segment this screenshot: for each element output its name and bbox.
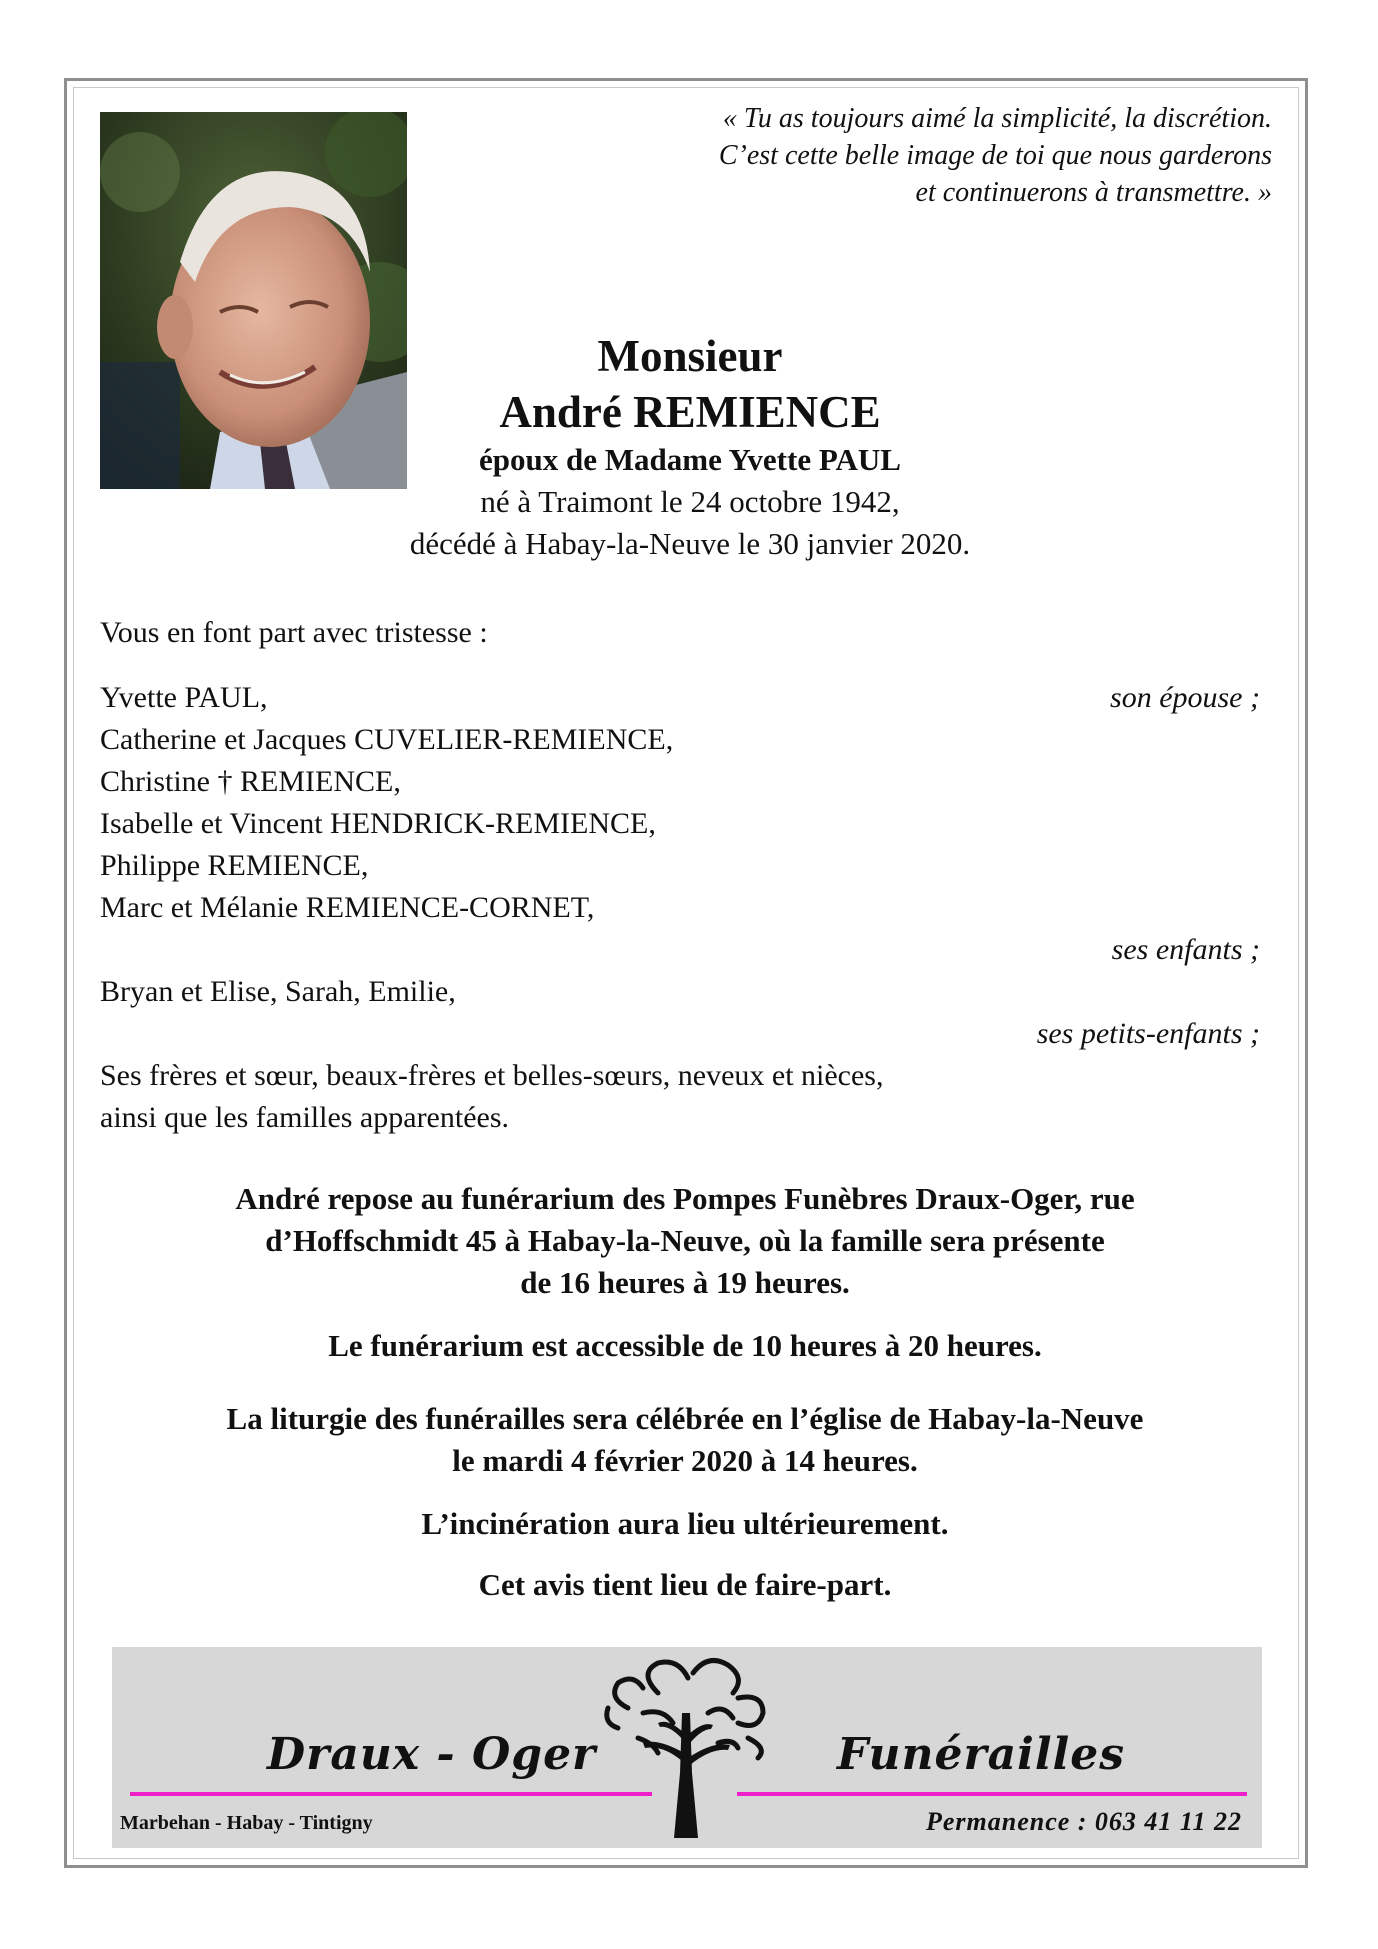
repose-notice <box>110 1178 1260 1304</box>
family-member: Marc et Mélanie REMIENCE-CORNET, <box>100 891 595 924</box>
spouse-line: époux de Madame Yvette PAUL <box>479 442 901 477</box>
quote-line: « Tu as toujours aimé la simplicité, la discrétion. <box>722 103 1272 134</box>
notice-line: André repose au funérarium des Pompes Funèbres Draux-Oger, rue <box>235 1181 1135 1216</box>
tree-logo-icon <box>598 1653 778 1849</box>
quote-line: et continuerons à transmettre. » <box>915 177 1272 208</box>
notice-line: Cet avis tient lieu de faire-part. <box>478 1567 892 1602</box>
family-member: Christine † REMIENCE, <box>100 765 401 798</box>
family-member: ainsi que les familles apparentées. <box>100 1101 510 1134</box>
role-spouse: son épouse ; <box>1110 681 1260 714</box>
family-member: Philippe REMIENCE, <box>100 849 369 882</box>
notice-line: La liturgie des funérailles sera célébrée en l’église de Habay-la-Neuve <box>226 1401 1144 1436</box>
deceased-name: André REMIENCE <box>499 387 881 437</box>
family-member: Ses frères et sœur, beaux-frères et belles-sœurs, neveux et nièces, <box>100 1059 884 1092</box>
brand-name-left: Draux - Oger <box>267 1729 597 1780</box>
liturgy-notice <box>110 1398 1260 1482</box>
accent-line-right <box>737 1792 1247 1796</box>
access-notice <box>110 1325 1260 1367</box>
permanence-phone: Permanence : 063 41 11 22 <box>925 1807 1242 1836</box>
notice-line: de 16 heures à 19 heures. <box>520 1265 850 1300</box>
accent-line-left <box>130 1792 652 1796</box>
family-member: Isabelle et Vincent HENDRICK-REMIENCE, <box>100 807 656 840</box>
faire-part-notice <box>110 1564 1260 1606</box>
role-grandchildren: ses petits-enfants ; <box>1036 1017 1260 1050</box>
family-intro: Vous en font part avec tristesse : <box>100 616 488 649</box>
funeral-home-banner <box>112 1647 1262 1848</box>
family-member: Yvette PAUL, <box>100 681 268 714</box>
family-list <box>100 677 1260 1137</box>
branch-locations: Marbehan - Habay - Tintigny <box>120 1812 373 1834</box>
quote-line: C’est cette belle image de toi que nous garderons <box>718 140 1272 171</box>
role-children: ses enfants ; <box>1111 933 1260 966</box>
death-line: décédé à Habay-la-Neuve le 30 janvier 2020. <box>409 526 971 561</box>
notice-line: le mardi 4 février 2020 à 14 heures. <box>452 1443 918 1478</box>
notice-line: Le funérarium est accessible de 10 heures à 20 heures. <box>328 1328 1042 1363</box>
honorific: Monsieur <box>597 331 783 381</box>
birth-line: né à Traimont le 24 octobre 1942, <box>480 484 900 519</box>
family-member: Catherine et Jacques CUVELIER-REMIENCE, <box>100 723 674 756</box>
notice-line: L’incinération aura lieu ultérieurement. <box>421 1506 949 1541</box>
memorial-quote <box>480 100 1272 211</box>
cremation-notice <box>110 1503 1260 1545</box>
notice-line: d’Hoffschmidt 45 à Habay-la-Neuve, où la famille sera présente <box>265 1223 1105 1258</box>
brand-name-right: Funérailles <box>837 1729 1126 1780</box>
family-member: Bryan et Elise, Sarah, Emilie, <box>100 975 456 1008</box>
